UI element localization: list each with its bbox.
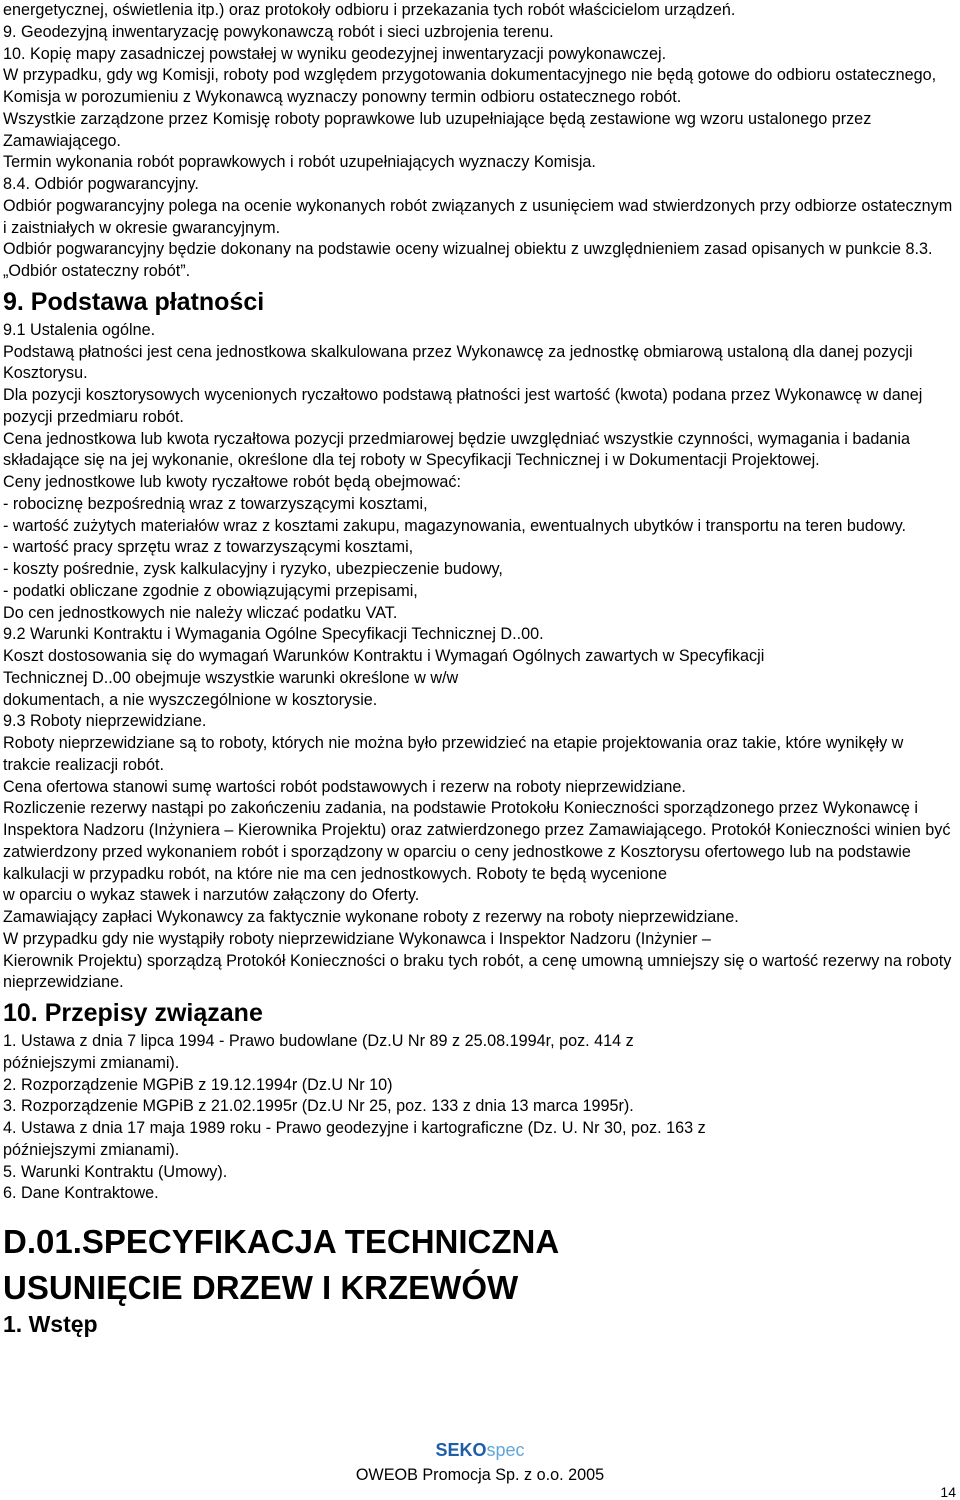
paragraph: 10. Kopię mapy zasadniczej powstałej w wyniku geodezyjnej inwentaryzacji powykonawczej. [3,44,667,63]
section-heading: 10. Przepisy związane [3,999,263,1027]
list-item: - podatki obliczane zgodnie z obowiązującymi przepisami, [3,581,418,600]
page-footer [0,1440,960,1499]
list-item: 1. Ustawa z dnia 7 lipca 1994 - Prawo budowlane (Dz.U Nr 89 z 25.08.1994r, poz. 414 z późniejszymi zmianami). [3,1032,634,1072]
paragraph: Ceny jednostkowe lub kwoty ryczałtowe robót będą obejmować: [3,473,461,491]
paragraph: Koszt dostosowania się do wymagań Warunków Kontraktu i Wymagań Ogólnych zawartych w Specyfikacji Technicznej D..00 obejmuje wszystkie warunki określone w w/w dokumentach, a nie wyszczególnione w kosztorysie. [3,647,765,709]
document-body [3,0,957,1338]
subsection-heading: 8.4. Odbiór pogwarancyjny. [3,175,199,193]
paragraph: Termin wykonania robót poprawkowych i robót uzupełniających wyznaczy Komisja. [3,153,596,172]
list-item: - robociznę bezpośrednią wraz z towarzyszącymi kosztami, [3,494,428,513]
subsection-heading: 9.3 Roboty nieprzewidziane. [3,712,207,731]
page-number: 14 [940,1484,956,1500]
subsection-heading: 9.2 Warunki Kontraktu i Wymagania Ogólne Specyfikacji Technicznej D..00. [3,625,544,644]
brand-logo-part2: spec [486,1440,525,1460]
company-footer: OWEOB Promocja Sp. z o.o. 2005 [355,1466,605,1484]
list-item: 6. Dane Kontraktowe. [3,1184,159,1203]
list-item: 5. Warunki Kontraktu (Umowy). [3,1162,228,1181]
brand-logo-part1: SEKO [435,1440,487,1460]
paragraph: W przypadku, gdy wg Komisji, roboty pod względem przygotowania dokumentacyjnego nie będą gotowe do odbioru ostatecznego, Komisja w porozumieniu z Wykonawcą wyznaczy ponowny termin odbioru ostatecznego robót. [3,66,941,106]
paragraph: Cena jednostkowa lub kwota ryczałtowa pozycji przedmiarowej będzie uwzględniać wszystkie czynności, wymagania i badania składające się na jej wykonanie, określone dla tej roboty w Specyfikacji Technicznej i w Dokumentacji Projektowej. [3,429,915,470]
brand-logo [0,1440,960,1460]
list-item: - wartość pracy sprzętu wraz z towarzyszącymi kosztami, [3,538,414,557]
paragraph: Rozliczenie rezerwy nastąpi po zakończeniu zadania, na podstawie Protokołu Konieczności sporządzonego przez Wykonawcę i Inspektora Nadzoru (Inżyniera – Kierownika Projektu) oraz zatwierdzonego przez Zamawiającego. Protokół Konieczności winien być zatwierdzony przed wykonaniem robót i sporządzony w oparciu o ceny jednostkowe z Kosztorysu ofertowego lub na podstawie kalkulacji w przypadku robót, na które nie ma cen jednostkowych. Roboty te będą wycenione w oparciu o wykaz stawek i narzutów załączony do Oferty. [3,799,951,905]
paragraph: 9. Geodezyjną inwentaryzację powykonawczą robót i sieci uzbrojenia terenu. [3,22,554,41]
paragraph: W przypadku gdy nie wystąpiły roboty nieprzewidziane Wykonawca i Inspektor Nadzoru (Inżynier – Kierownik Projektu) sporządzą Protokół Konieczności o braku tych robót, a cenę umowną umniejszy się o wartość rezerwy na roboty nieprzewidziane. [3,929,952,992]
list-item: - koszty pośrednie, zysk kalkulacyjny i ryzyko, ubezpieczenie budowy, [3,560,503,578]
paragraph: Zamawiający zapłaci Wykonawcy za faktycznie wykonane roboty z rezerwy na roboty nieprzewidziane. [3,908,739,926]
subsection-heading: 9.1 Ustalenia ogólne. [3,320,156,339]
paragraph: Cena ofertowa stanowi sumę wartości robót podstawowych i rezerw na roboty nieprzewidziane. [3,777,686,796]
spec-intro-heading: 1. Wstęp [3,1311,98,1337]
paragraph: Podstawą płatności jest cena jednostkowa skalkulowana przez Wykonawcę za jednostkę obmiarową ustaloną dla danej pozycji Kosztorysu. [3,342,918,383]
spec-title-line-2: USUNIĘCIE DRZEW I KRZEWÓW [3,1269,519,1306]
specification-block [3,1219,953,1338]
list-item: 2. Rozporządzenie MGPiB z 19.12.1994r (Dz.U Nr 10) [3,1075,393,1094]
list-item: 3. Rozporządzenie MGPiB z 21.02.1995r (Dz.U Nr 25, poz. 133 z dnia 13 marca 1995r). [3,1097,634,1116]
paragraph: Odbiór pogwarancyjny będzie dokonany na podstawie oceny wizualnej obiektu z uwzględnieniem zasad opisanych w punkcie 8.3. „Odbiór ostateczny robót”. [3,240,938,280]
list-item: - wartość zużytych materiałów wraz z kosztami zakupu, magazynowania, ewentualnych ubytków i transportu na teren budowy. [3,516,907,535]
paragraph: energetycznej, oświetlenia itp.) oraz protokoły odbioru i przekazania tych robót właścicielom urządzeń. [3,1,736,19]
paragraph: Wszystkie zarządzone przez Komisję roboty poprawkowe lub uzupełniające będą zestawione wg wzoru ustalonego przez Zamawiającego. [3,109,876,150]
spec-title-line-1: D.01.SPECYFIKACJA TECHNICZNA [3,1223,560,1260]
list-item: 4. Ustawa z dnia 17 maja 1989 roku - Prawo geodezyjne i kartograficzne (Dz. U. Nr 30, poz. 163 z późniejszymi zmianami). [3,1119,706,1159]
paragraph: Dla pozycji kosztorysowych wycenionych ryczałtowo podstawą płatności jest wartość (kwota) podana przez Wykonawcę w danej pozycji przedmiaru robót. [3,386,927,426]
paragraph: Do cen jednostkowych nie należy wliczać podatku VAT. [3,603,398,622]
paragraph: Odbiór pogwarancyjny polega na ocenie wykonanych robót związanych z usunięciem wad stwierdzonych przy odbiorze ostatecznym i zaistniałych w okresie gwarancyjnym. [3,196,957,237]
section-heading: 9. Podstawa płatności [3,287,265,316]
paragraph: Roboty nieprzewidziane są to roboty, których nie można było przewidzieć na etapie projektowania oraz takie, które wynikęły w trakcie realizacji robót. [3,734,908,774]
